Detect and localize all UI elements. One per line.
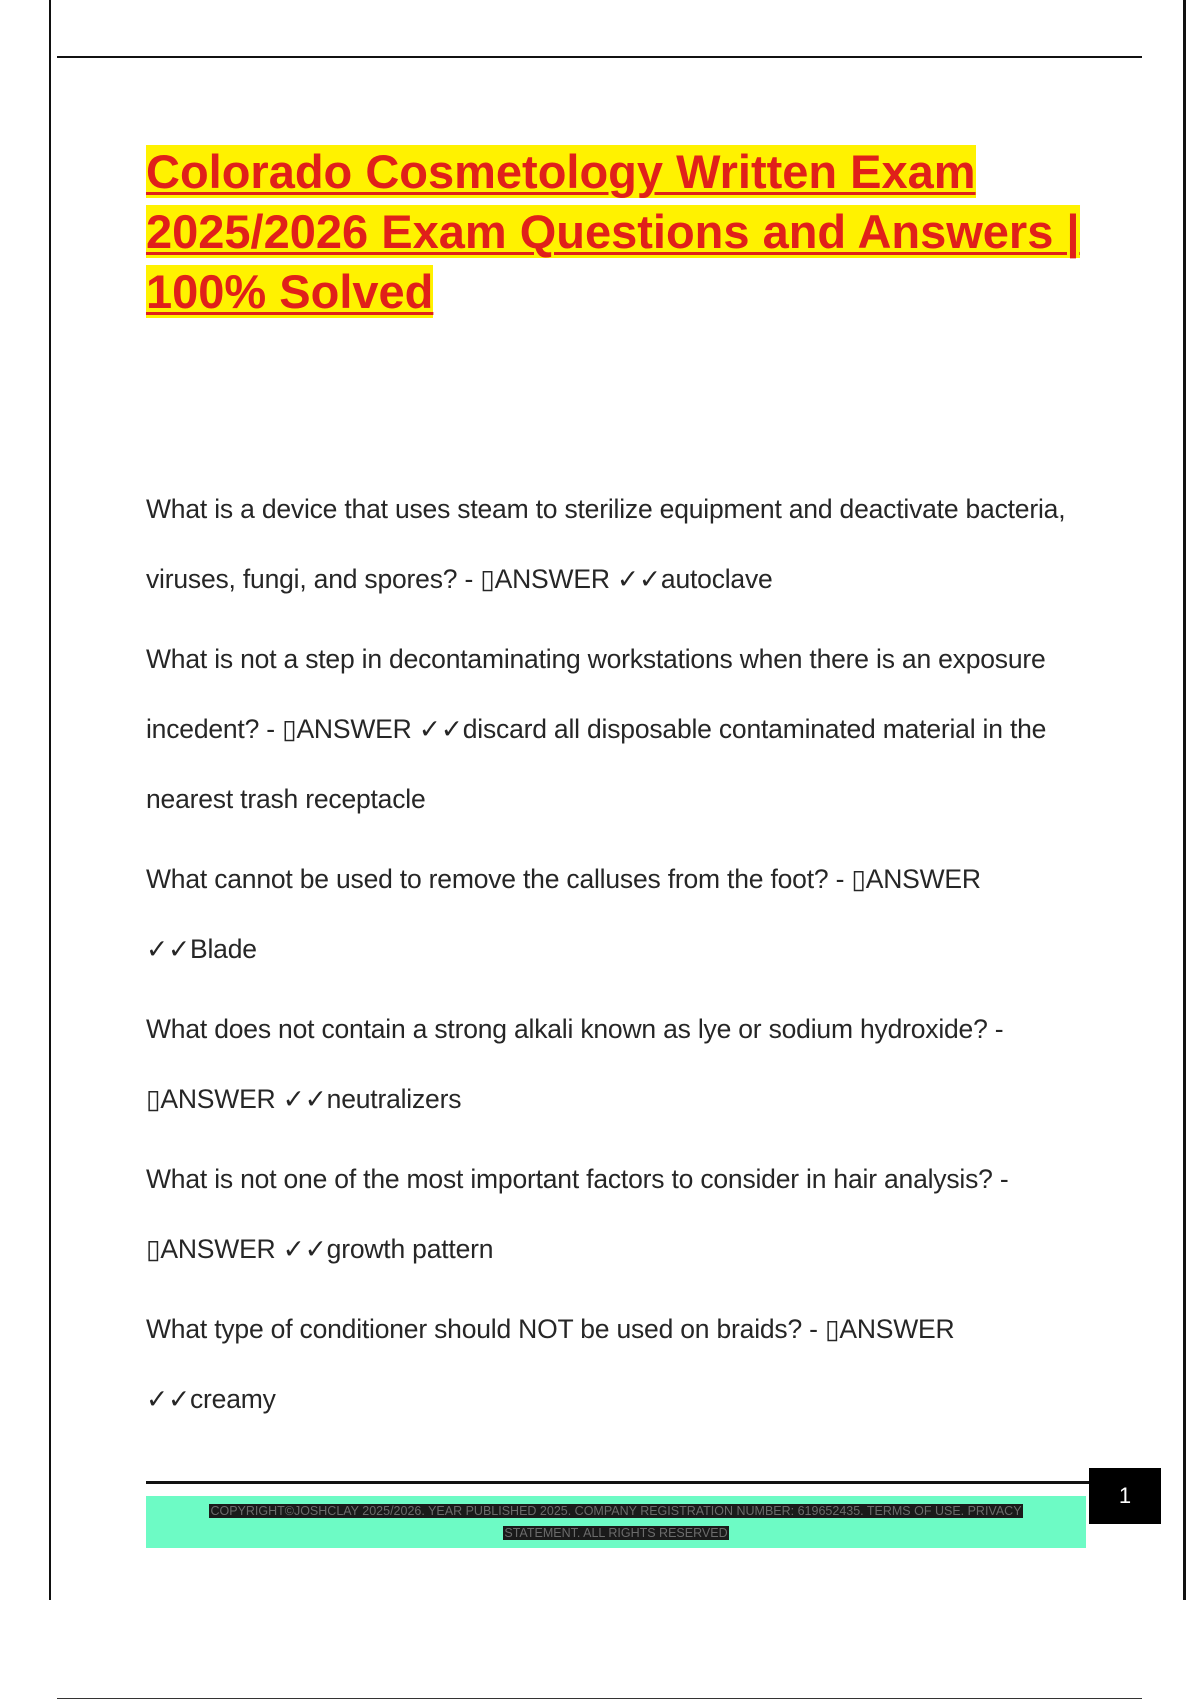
document-title [146, 142, 1106, 322]
page-border-right [1183, 0, 1186, 1600]
page-border-left [49, 0, 51, 1600]
header-rule [57, 56, 1142, 58]
qa-item: What type of conditioner should NOT be used on braids? - ▯ANSWER ✓✓creamy [146, 1314, 955, 1414]
copyright-band [146, 1496, 1086, 1548]
qa-list [146, 474, 1086, 1444]
qa-item: What does not contain a strong alkali known as lye or sodium hydroxide? - ▯ANSWER ✓✓neutralizers [146, 1014, 1004, 1114]
qa-item: What is a device that uses steam to sterilize equipment and deactivate bacteria, viruses, fungi, and spores? - ▯ANSWER ✓✓autoclave [146, 494, 1066, 594]
page-number [1089, 1468, 1161, 1524]
page-bottom-rule [57, 1698, 1142, 1699]
qa-item: What is not one of the most important factors to consider in hair analysis? - ▯ANSWER ✓✓growth pattern [146, 1164, 1009, 1264]
copyright-notice-text: COPYRIGHT©JOSHCLAY 2025/2026. YEAR PUBLISHED 2025. COMPANY REGISTRATION NUMBER: 619652435. TERMS OF USE. PRIVACY STATEMENT. ALL RIGHTS RESERVED [210, 1504, 1022, 1540]
copyright-notice [176, 1500, 1056, 1544]
document-title-text: Colorado Cosmetology Written Exam 2025/2026 Exam Questions and Answers | 100% Solved [146, 145, 1080, 318]
page-number-text: 1 [1118, 1483, 1132, 1508]
footer-rule [146, 1481, 1089, 1484]
qa-item: What is not a step in decontaminating workstations when there is an exposure incedent? - ▯ANSWER ✓✓discard all disposable contaminated material in the nearest trash receptacle [146, 644, 1047, 814]
qa-item: What cannot be used to remove the calluses from the foot? - ▯ANSWER ✓✓Blade [146, 864, 981, 964]
